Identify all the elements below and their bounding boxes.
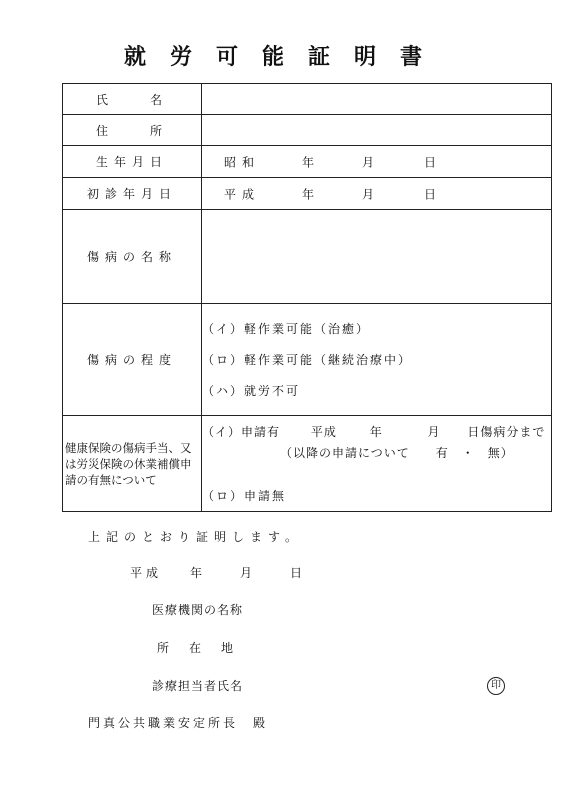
footer-day-unit: 日	[290, 566, 307, 580]
location-label: 所 在 地	[157, 641, 238, 655]
severity-option-3[interactable]: （ハ）就労不可	[202, 384, 301, 398]
birth-year-unit: 年	[302, 155, 321, 169]
insurance-after-note[interactable]: （以降の申請について 有 ・ 無）	[280, 446, 514, 460]
birth-month-unit: 月	[362, 155, 381, 169]
first-visit-date-field[interactable]	[202, 178, 552, 210]
address-field[interactable]	[202, 115, 552, 146]
insurance-month-unit: 月	[427, 425, 441, 439]
footer-year-unit: 年	[190, 566, 207, 580]
disease-name-field[interactable]	[202, 210, 552, 304]
insurance-label: 健康保険の傷病手当、又は労災保険の休業補償申請の有無について	[63, 416, 202, 512]
insurance-row	[63, 416, 552, 512]
birth-day-unit: 日	[424, 155, 443, 169]
severity-options	[202, 304, 552, 416]
name-label: 氏 名	[63, 84, 202, 115]
certify-statement: 上記のとおり証明します。	[88, 530, 304, 544]
institution-label: 医療機関の名称	[152, 603, 244, 617]
first-visit-era: 平成	[224, 187, 261, 201]
first-visit-day-unit: 日	[424, 187, 443, 201]
birth-row	[63, 146, 552, 178]
birth-label: 生年月日	[63, 146, 202, 178]
insurance-year-unit: 年	[369, 425, 383, 439]
birth-date-field[interactable]	[202, 146, 552, 178]
footer-month-unit: 月	[240, 566, 257, 580]
disease-name-label: 傷病の名称	[63, 210, 202, 304]
insurance-suffix: 日傷病分まで	[467, 425, 546, 439]
certificate-form-table	[62, 83, 552, 512]
severity-row	[63, 304, 552, 416]
first-visit-month-unit: 月	[362, 187, 381, 201]
footer-date-era: 平成	[130, 566, 163, 580]
insurance-applied-line[interactable]	[202, 423, 551, 440]
addressee: 門真公共職業安定所長 殿	[88, 716, 269, 730]
insurance-era: 平成	[310, 425, 337, 439]
name-row	[63, 84, 552, 115]
birth-era: 昭和	[224, 155, 261, 169]
page-title: 就労可能証明書	[123, 45, 446, 70]
insurance-applied-label: （イ）申請有	[202, 425, 281, 439]
severity-option-1[interactable]: （イ）軽作業可能（治癒）	[202, 322, 371, 336]
name-field[interactable]	[202, 84, 552, 115]
first-visit-year-unit: 年	[302, 187, 321, 201]
severity-option-2[interactable]: （ロ）軽作業可能（継続治療中）	[202, 353, 413, 367]
seal-mark: 印	[487, 677, 505, 695]
first-visit-row	[63, 178, 552, 210]
address-row	[63, 115, 552, 146]
first-visit-label: 初診年月日	[63, 178, 202, 210]
disease-name-row	[63, 210, 552, 304]
severity-label: 傷病の程度	[63, 304, 202, 416]
doctor-label: 診療担当者氏名	[152, 679, 244, 693]
insurance-options	[202, 416, 552, 512]
address-label: 住 所	[63, 115, 202, 146]
insurance-not-applied[interactable]: （ロ）申請無	[202, 489, 287, 503]
